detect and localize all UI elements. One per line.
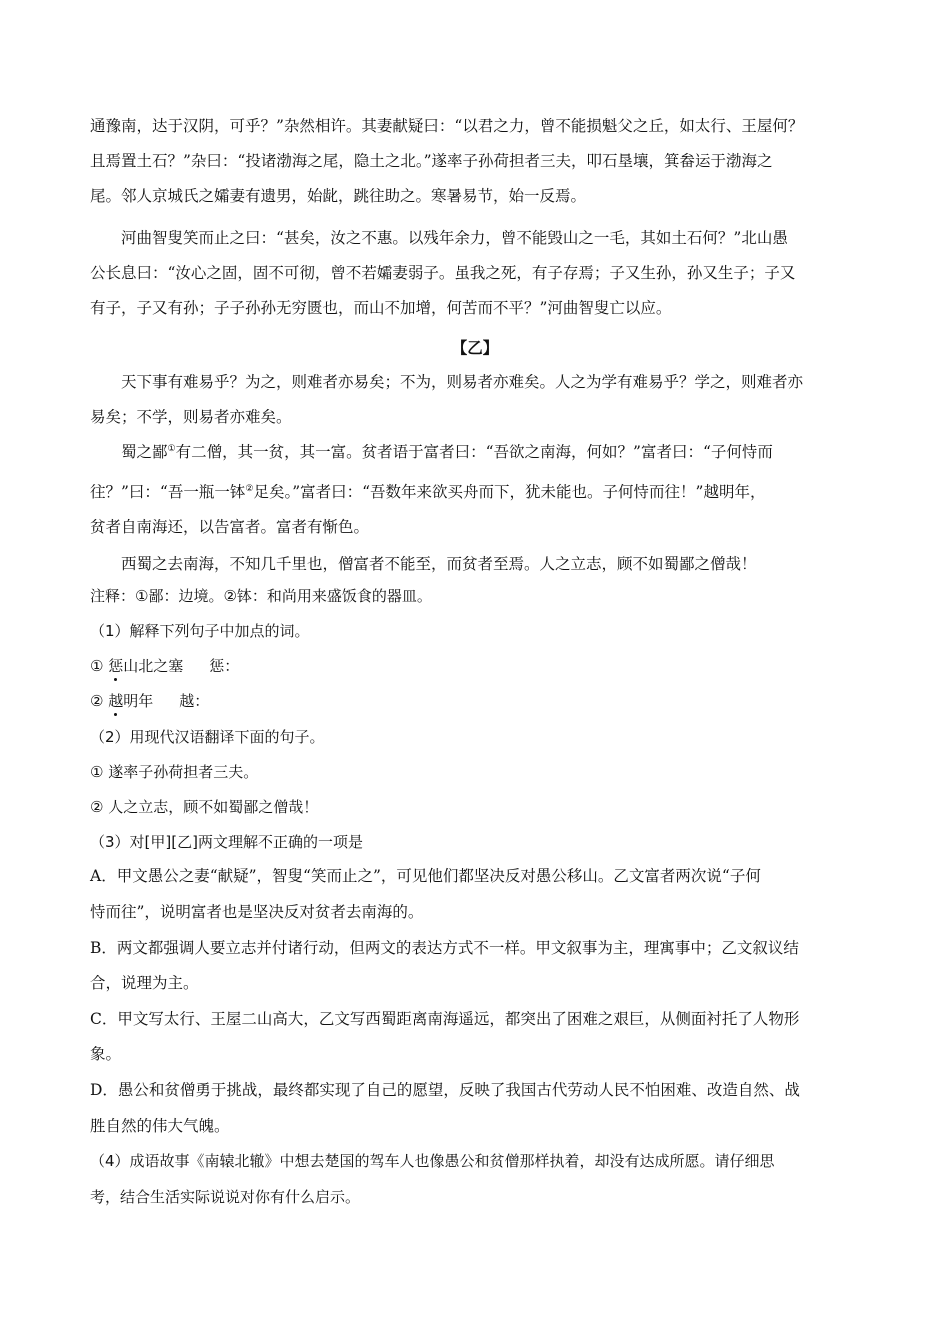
text-line: 尾。邻人京城氏之孀妻有遗男，始龀，跳往助之。寒暑易节，始一反焉。 <box>90 187 587 205</box>
footnote-marker: ② <box>245 484 254 494</box>
text-line: 公长息曰：“汝心之固，固不可彻，曾不若孀妻弱子。虽我之死，有子存焉；子又生孙，孙又生子；子又 <box>90 264 796 282</box>
question-item <box>90 691 870 711</box>
answer-word: 惩： <box>209 657 240 675</box>
text-line: 通豫南，达于汉阴，可乎？”杂然相许。其妻献疑曰：“以君之力，曾不能损魁父之丘，如太行、王屋何？ <box>90 117 804 135</box>
text-line <box>90 482 870 502</box>
option-d-line: 胜自然的伟大气魄。 <box>90 1117 230 1135</box>
text-line: 易矣；不学，则易者亦难矣。 <box>90 408 292 426</box>
footnote-marker: ① <box>167 444 176 454</box>
item-text: 明年 <box>123 692 154 710</box>
option-b-line: 合，说理为主。 <box>90 974 199 992</box>
option-c-line: 象。 <box>90 1045 122 1063</box>
text-line: 河曲智叟笑而止之曰：“甚矣，汝之不惠。以残年余力，曾不能毁山之一毛，其如土石何？”北山愚 <box>121 229 788 247</box>
option-b-line: B．两文都强调人要立志并付诸行动，但两文的表达方式不一样。甲文叙事为主，理寓事中；乙文叙议结 <box>90 939 799 957</box>
answer-word: 越： <box>179 692 210 710</box>
text-line: 西蜀之去南海，不知几千里也，僧富者不能至，而贫者至焉。人之立志，顾不如蜀鄙之僧哉！ <box>121 555 757 573</box>
text-line: 且焉置土石？”杂曰：“投诸渤海之尾，隐土之北。”遂率子孙荷担者三夫，叩石垦壤，箕畚运于渤海之 <box>90 152 773 170</box>
text-line: 贫者自南海还，以告富者。富者有惭色。 <box>90 518 370 536</box>
footnotes: 注释：①鄙：边境。②钵：和尚用来盛饭食的器皿。 <box>90 587 432 605</box>
option-d-line: D．愚公和贫僧勇于挑战，最终都实现了自己的愿望，反映了我国古代劳动人民不怕困难、改造自然、战 <box>90 1081 800 1099</box>
text-line: 天下事有难易乎？为之，则难者亦易矣；不为，则易者亦难矣。人之为学有难易乎？学之，则难者亦 <box>121 373 804 391</box>
item-text: 山北之塞 <box>123 657 184 675</box>
question-item: ① 遂率子孙荷担者三夫。 <box>90 763 259 781</box>
question-item <box>90 656 870 676</box>
question-item: ② 人之立志，顾不如蜀鄙之僧哉！ <box>90 798 319 816</box>
text-span: 蜀之鄙 <box>121 443 168 461</box>
text-span: 往？”曰：“吾一瓶一钵 <box>90 483 246 501</box>
text-line: 有子，子又有孙；子子孙孙无穷匮也，而山不加增，何苦而不平？”河曲智叟亡以应。 <box>90 299 672 317</box>
option-a-line: A．甲文愚公之妻“献疑”，智叟“笑而止之”，可见他们都坚决反对愚公移山。乙文富者两次说“子何 <box>90 867 761 885</box>
question-prompt: （3）对[甲][乙]两文理解不正确的一项是 <box>90 833 363 851</box>
text-span: 足矣。”富者曰：“吾数年来欲买舟而下，犹未能也。子何恃而往！”越明年， <box>253 483 766 501</box>
option-c-line: C．甲文写太行、王屋二山高大，乙文写西蜀距离南海遥远，都突出了困难之艰巨，从侧面衬托了人物形 <box>90 1010 800 1028</box>
text-line <box>121 442 870 462</box>
question-prompt: 考，结合生活实际说说对你有什么启示。 <box>90 1188 361 1206</box>
dotted-character: 越 <box>108 692 124 710</box>
question-prompt: （2）用现代汉语翻译下面的句子。 <box>90 728 325 746</box>
option-a-line: 恃而往”，说明富者也是坚决反对贫者去南海的。 <box>90 903 424 921</box>
text-span: 有二僧，其一贫，其一富。贫者语于富者曰：“吾欲之南海，何如？”富者曰：“子何恃而 <box>175 443 773 461</box>
item-number: ① <box>90 657 104 675</box>
dotted-character: 惩 <box>108 657 124 675</box>
section-heading-yi: 【乙】 <box>451 338 499 357</box>
question-prompt: （1）解释下列句子中加点的词。 <box>90 622 310 640</box>
question-prompt: （4）成语故事《南辕北辙》中想去楚国的驾车人也像愚公和贫僧那样执着，却没有达成所愿。请仔细思 <box>90 1152 775 1170</box>
item-number: ② <box>90 692 104 710</box>
